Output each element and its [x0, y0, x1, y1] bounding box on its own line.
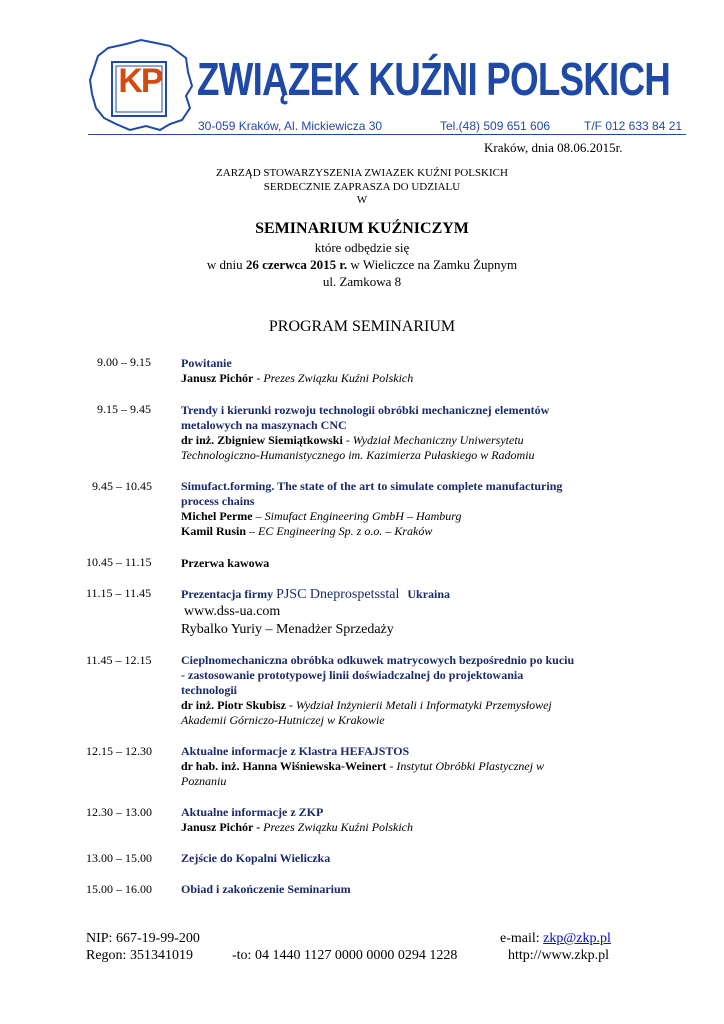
program-speaker-line — [181, 713, 385, 728]
date-line: Kraków, dnia 08.06.2015r. — [484, 140, 623, 155]
program-title: Aktualne informacje z ZKP — [181, 805, 324, 819]
footer-website[interactable]: http://www.zkp.pl — [508, 948, 609, 963]
program-title-line: Trendy i kierunki rozwoju technologii obróbki mechanicznej elementów — [181, 403, 550, 417]
footer-bank-account: -to: 04 1440 1127 0000 0000 0294 1228 — [232, 948, 458, 963]
program-time: 9.00 – 9.15 — [97, 355, 151, 369]
speaker-name: dr inż. Zbigniew Siemiątkowski — [181, 433, 343, 447]
invite-sub-1: które odbędzie się — [314, 240, 410, 255]
program-speaker — [181, 509, 462, 524]
program-title — [181, 556, 269, 571]
logo-letters: KP — [118, 62, 162, 100]
program-time: 12.30 – 13.00 — [86, 805, 152, 819]
speaker-affiliation: – EC Engineering Sp. z o.o. – Kraków — [246, 524, 433, 538]
speaker-name: dr hab. inż. Hanna Wiśniewska-Weinert — [181, 759, 387, 773]
program-title: Powitanie — [181, 356, 232, 370]
program-time: 10.45 – 11.15 — [86, 555, 152, 569]
footer-email — [500, 930, 611, 947]
invite-sub-2 — [0, 257, 724, 273]
org-fax: T/F 012 633 84 21 — [584, 119, 683, 133]
program-speaker-line — [181, 774, 226, 789]
program-title-line: technologii — [181, 683, 237, 697]
program-title-line: Simufact.forming. The state of the art to simulate complete manufacturing — [181, 479, 563, 493]
program-time: 13.00 – 15.00 — [86, 851, 152, 865]
program-title: Obiad i zakończenie Seminarium — [181, 882, 351, 896]
email-link[interactable]: zkp@zkp.pl — [543, 931, 611, 946]
footer-nip: NIP: 667-19-99-200 — [86, 931, 200, 946]
program-heading: PROGRAM SEMINARIUM — [268, 318, 456, 335]
seminar-title: SEMINARIUM KUŹNICZYM — [255, 220, 469, 237]
speaker-affiliation: - Wydział Mechaniczny Uniwersytetu — [342, 433, 524, 447]
org-phone: Tel.(48) 509 651 606 — [440, 119, 551, 133]
program-title — [181, 585, 450, 603]
program-time: 11.45 – 12.15 — [86, 653, 152, 667]
invite-sub-3: ul. Zamkowa 8 — [322, 274, 402, 289]
break-title: Przerwa kawowa — [181, 556, 270, 570]
company-country: Ukraina — [407, 587, 451, 601]
header-divider — [88, 134, 686, 135]
program-speaker — [181, 433, 524, 448]
program-title: Zejście do Kopalni Wieliczka — [181, 851, 331, 865]
footer-regon: Regon: 351341019 — [86, 948, 193, 963]
speaker-affiliation: - Prezes Związku Kuźni Polskich — [253, 371, 414, 385]
program-title-line: - zastosowanie prototypowej linii doświadczalnej do projektowania — [181, 668, 524, 682]
program-speaker-line — [181, 448, 535, 463]
program-time: 11.15 – 11.45 — [86, 586, 152, 600]
speaker-affiliation: – Simufact Engineering GmbH – Hamburg — [252, 509, 462, 523]
company-name: PJSC Dneprospetsstal — [276, 587, 400, 602]
invite-line-2: SERDECZNIE ZAPRASZA DO UDZIALU — [263, 181, 461, 193]
program-speaker — [181, 698, 552, 713]
program-speaker — [181, 759, 544, 774]
speaker-name: Janusz Pichór — [181, 371, 254, 385]
invite-line-3: W — [356, 194, 368, 206]
speaker-affiliation: Akademii Górniczo-Hutniczej w Krakowie — [181, 713, 385, 727]
invite-line-1: ZARZĄD STOWARZYSZENIA ZWIAZEK KUŹNI POLSKICH — [216, 167, 508, 179]
invite-sub-2-post: w Wieliczce na Zamku Żupnym — [347, 257, 518, 272]
speaker-name: Michel Perme — [181, 509, 253, 523]
speaker-name: Janusz Pichór - — [181, 820, 261, 834]
speaker-name: Kamil Rusin — [181, 524, 247, 538]
speaker-affiliation: Technologiczno-Humanistycznego im. Kazimierza Pułaskiego w Radomiu — [181, 448, 535, 462]
program-speaker — [181, 524, 432, 539]
invite-sub-2-pre: w dniu — [206, 257, 246, 272]
program-speaker — [181, 371, 413, 386]
program-time: 12.15 – 12.30 — [86, 744, 152, 758]
speaker-affiliation: Poznaniu — [181, 774, 227, 788]
company-contact: Rybalko Yuriy – Menadżer Sprzedaży — [181, 622, 394, 637]
program-title-line: metalowych na maszynach CNC — [181, 418, 347, 432]
presentation-label: Prezentacja firmy — [181, 587, 277, 601]
org-name: ZWIĄZEK KUŹNI POLSKICH — [197, 53, 671, 105]
seminar-date: 26 czerwca 2015 r. — [245, 257, 348, 272]
speaker-affiliation: - Wydział Inżynierii Metali i Informatyki Przemysłowej — [285, 698, 552, 712]
company-website: www.dss-ua.com — [184, 604, 281, 619]
speaker-affiliation: - Instytut Obróbki Plastycznej w — [386, 759, 545, 773]
program-time: 9.45 – 10.45 — [92, 479, 152, 493]
program-title-line: Cieplnomechaniczna obróbka odkuwek matrycowych bezpośrednio po kuciu — [181, 653, 575, 667]
program-speaker — [181, 820, 413, 835]
program-time: 15.00 – 16.00 — [86, 882, 152, 896]
program-time: 9.15 – 9.45 — [97, 402, 151, 416]
speaker-name: dr inż. Piotr Skubisz — [181, 698, 286, 712]
org-address: 30-059 Kraków, Al. Mickiewicza 30 — [198, 119, 383, 133]
program-title: Aktualne informacje z Klastra HEFAJSTOS — [181, 744, 410, 758]
email-label: e-mail: — [500, 931, 544, 946]
speaker-affiliation: Prezes Związku Kuźni Polskich — [260, 820, 414, 834]
program-title-line: process chains — [181, 494, 255, 508]
